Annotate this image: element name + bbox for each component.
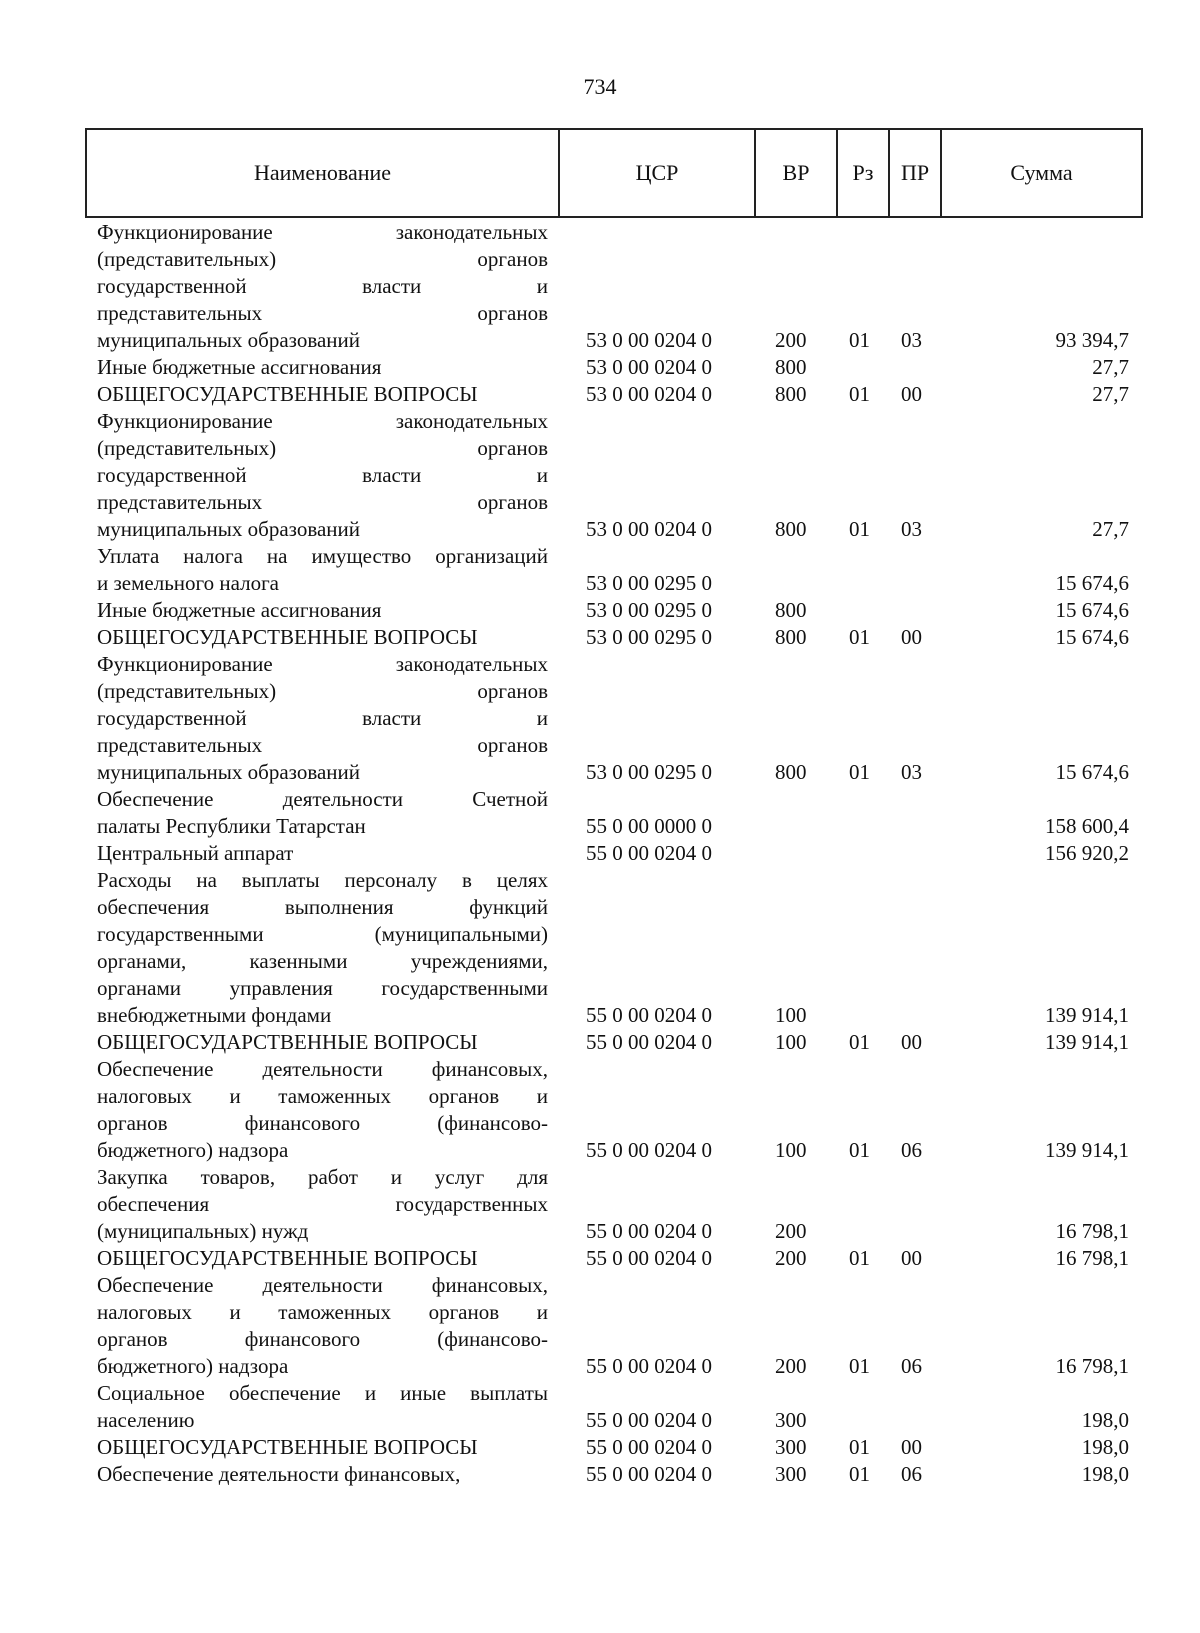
row-vr: 300 (775, 1462, 807, 1486)
row-vr: 800 (775, 598, 807, 622)
row-sum: 15 674,6 (1055, 571, 1129, 595)
row-sum: 198,0 (1081, 1462, 1129, 1486)
row-vr (775, 840, 825, 867)
row-csr: 55 0 00 0204 0 (586, 1354, 712, 1378)
row-name-line: ОБЩЕГОСУДАРСТВЕННЫЕ ВОПРОСЫ (97, 382, 478, 406)
row-name (97, 543, 548, 597)
row-vr: 300 (775, 1408, 807, 1432)
row-name (97, 1380, 548, 1434)
row-name (97, 1029, 548, 1056)
row-csr: 53 0 00 0295 0 (586, 760, 712, 784)
row-rz: 01 (849, 1435, 870, 1459)
row-pr: 00 (901, 625, 922, 649)
row-vr: 300 (775, 1435, 807, 1459)
row-rz: 01 (849, 382, 870, 406)
row-name-line: ОБЩЕГОСУДАРСТВЕННЫЕ ВОПРОСЫ (97, 1246, 478, 1270)
row-csr: 53 0 00 0295 0 (586, 571, 712, 595)
row-csr: 55 0 00 0000 0 (586, 814, 712, 838)
row-csr: 53 0 00 0295 0 (586, 598, 712, 622)
row-name-line: Уплата налога на имущество организаций (97, 544, 548, 568)
table-row (0, 1461, 1200, 1488)
row-name-line: бюджетного) надзора (97, 1138, 289, 1162)
row-name-line: органов финансового (финансово- (97, 1111, 548, 1135)
row-name-line: муниципальных образований (97, 328, 360, 352)
row-sum: 158 600,4 (1045, 814, 1129, 838)
row-sum: 15 674,6 (1055, 598, 1129, 622)
table-header (85, 128, 1143, 218)
row-name-line: органов финансового (финансово- (97, 1327, 548, 1351)
table-row (0, 840, 1200, 867)
row-name-line: Социальное обеспечение и иные выплаты (97, 1381, 548, 1405)
row-name (97, 867, 548, 1029)
row-name (97, 786, 548, 840)
row-pr: 00 (901, 382, 922, 406)
header-csr: ЦСР (560, 130, 756, 216)
row-name (97, 840, 548, 867)
row-name (97, 408, 548, 543)
header-pr: ПР (890, 130, 942, 216)
row-name-line: муниципальных образований (97, 760, 360, 784)
row-sum: 139 914,1 (1045, 1030, 1129, 1054)
row-name-line: обеспечения государственных (97, 1192, 548, 1216)
row-vr: 200 (775, 328, 807, 352)
row-pr: 06 (901, 1138, 922, 1162)
row-name-line: государственной власти и (97, 463, 548, 487)
row-csr: 55 0 00 0204 0 (586, 1030, 712, 1054)
row-name-line: представительных органов (97, 490, 548, 514)
row-csr: 53 0 00 0204 0 (586, 517, 712, 541)
row-name (97, 651, 548, 786)
row-name-line: Иные бюджетные ассигнования (97, 355, 382, 379)
row-name-line: (представительных) органов (97, 679, 548, 703)
row-sum: 139 914,1 (1045, 1003, 1129, 1027)
row-name-line: муниципальных образований (97, 517, 360, 541)
table-row (0, 1164, 1200, 1245)
row-pr: 00 (901, 1435, 922, 1459)
row-sum: 27,7 (1092, 355, 1129, 379)
row-rz: 01 (849, 1462, 870, 1486)
row-name-line: представительных органов (97, 733, 548, 757)
row-name-line: (представительных) органов (97, 247, 548, 271)
row-sum: 198,0 (1081, 1408, 1129, 1432)
row-name-line: (муниципальных) нужд (97, 1219, 309, 1243)
table-row (0, 624, 1200, 651)
row-name-line: государственной власти и (97, 706, 548, 730)
row-vr: 100 (775, 1138, 807, 1162)
row-rz: 01 (849, 1138, 870, 1162)
row-name (97, 1164, 548, 1245)
row-name-line: ОБЩЕГОСУДАРСТВЕННЫЕ ВОПРОСЫ (97, 1435, 478, 1459)
row-name (97, 1461, 548, 1488)
row-name (97, 1434, 548, 1461)
row-name-line: Обеспечение деятельности финансовых, (97, 1462, 461, 1486)
row-name-line: налоговых и таможенных органов и (97, 1084, 548, 1108)
table-row (0, 381, 1200, 408)
table-row (0, 867, 1200, 1029)
header-name: Наименование (87, 130, 560, 216)
row-csr: 53 0 00 0295 0 (586, 625, 712, 649)
row-rz: 01 (849, 328, 870, 352)
row-sum: 27,7 (1092, 517, 1129, 541)
row-name-line: Расходы на выплаты персоналу в целях (97, 868, 548, 892)
table-row (0, 543, 1200, 597)
row-sum: 93 394,7 (1055, 328, 1129, 352)
row-name (97, 219, 548, 354)
table-row (0, 1056, 1200, 1164)
header-sum: Сумма (1010, 160, 1073, 185)
table-row (0, 354, 1200, 381)
row-name-line: органами, казенными учреждениями, (97, 949, 548, 973)
page-number: 734 (583, 74, 617, 99)
row-vr: 800 (775, 517, 807, 541)
row-vr (775, 813, 825, 840)
row-csr: 53 0 00 0204 0 (586, 382, 712, 406)
row-name-line: Закупка товаров, работ и услуг для (97, 1165, 548, 1189)
table-row (0, 597, 1200, 624)
row-pr: 00 (901, 1030, 922, 1054)
row-name-line: и земельного налога (97, 571, 280, 595)
row-name-line: налоговых и таможенных органов и (97, 1300, 548, 1324)
row-vr: 200 (775, 1246, 807, 1270)
table-body (0, 219, 1200, 1488)
row-pr: 06 (901, 1354, 922, 1378)
row-name (97, 381, 548, 408)
row-vr: 800 (775, 625, 807, 649)
row-pr: 03 (901, 760, 922, 784)
row-sum: 16 798,1 (1055, 1219, 1129, 1243)
table-row (0, 408, 1200, 543)
table-row (0, 1380, 1200, 1434)
row-name-line: Функционирование законодательных (97, 409, 548, 433)
row-sum: 16 798,1 (1055, 1246, 1129, 1270)
row-vr (775, 570, 825, 597)
row-name-line: населению (97, 1408, 195, 1432)
row-csr: 55 0 00 0204 0 (586, 841, 712, 865)
row-vr: 800 (775, 355, 807, 379)
row-name-line: государственными (муниципальными) (97, 922, 548, 946)
row-name-line: Обеспечение деятельности Счетной (97, 787, 548, 811)
row-name-line: Функционирование законодательных (97, 652, 548, 676)
row-vr: 100 (775, 1030, 807, 1054)
row-csr: 55 0 00 0204 0 (586, 1408, 712, 1432)
row-vr: 200 (775, 1354, 807, 1378)
row-csr: 53 0 00 0204 0 (586, 355, 712, 379)
row-pr: 06 (901, 1462, 922, 1486)
table-row (0, 1029, 1200, 1056)
row-pr: 00 (901, 1246, 922, 1270)
row-vr: 800 (775, 382, 807, 406)
row-name-line: Обеспечение деятельности финансовых, (97, 1273, 548, 1297)
row-rz: 01 (849, 517, 870, 541)
row-csr: 53 0 00 0204 0 (586, 328, 712, 352)
row-sum: 139 914,1 (1045, 1138, 1129, 1162)
row-csr: 55 0 00 0204 0 (586, 1246, 712, 1270)
row-rz: 01 (849, 625, 870, 649)
row-csr: 55 0 00 0204 0 (586, 1138, 712, 1162)
row-name (97, 1056, 548, 1164)
row-name-line: (представительных) органов (97, 436, 548, 460)
row-name-line: ОБЩЕГОСУДАРСТВЕННЫЕ ВОПРОСЫ (97, 625, 478, 649)
row-sum: 16 798,1 (1055, 1354, 1129, 1378)
header-rz: Рз (838, 130, 890, 216)
table-row (0, 1245, 1200, 1272)
row-name-line: палаты Республики Татарстан (97, 814, 366, 838)
row-name-line: органами управления государственными (97, 976, 548, 1000)
row-name-line: Центральный аппарат (97, 841, 294, 865)
row-rz: 01 (849, 1246, 870, 1270)
row-name-line: Функционирование законодательных (97, 220, 548, 244)
row-rz: 01 (849, 1030, 870, 1054)
row-vr: 800 (775, 760, 807, 784)
row-name (97, 597, 548, 624)
row-name-line: Обеспечение деятельности финансовых, (97, 1057, 548, 1081)
row-sum: 198,0 (1081, 1435, 1129, 1459)
table-row (0, 651, 1200, 786)
table-row (0, 1272, 1200, 1380)
row-rz: 01 (849, 1354, 870, 1378)
row-name (97, 1272, 548, 1380)
row-name-line: Иные бюджетные ассигнования (97, 598, 382, 622)
row-name-line: внебюджетными фондами (97, 1003, 332, 1027)
row-name (97, 624, 548, 651)
row-name (97, 354, 548, 381)
table-row (0, 786, 1200, 840)
row-sum: 156 920,2 (1045, 841, 1129, 865)
row-name-line: государственной власти и (97, 274, 548, 298)
row-name-line: бюджетного) надзора (97, 1354, 289, 1378)
row-name-line: ОБЩЕГОСУДАРСТВЕННЫЕ ВОПРОСЫ (97, 1030, 478, 1054)
row-name-line: представительных органов (97, 301, 548, 325)
row-sum: 27,7 (1092, 382, 1129, 406)
row-name (97, 1245, 548, 1272)
row-name-line: обеспечения выполнения функций (97, 895, 548, 919)
header-vr: ВР (756, 130, 838, 216)
row-csr: 55 0 00 0204 0 (586, 1219, 712, 1243)
table-row (0, 1434, 1200, 1461)
row-csr: 55 0 00 0204 0 (586, 1003, 712, 1027)
row-vr: 100 (775, 1003, 807, 1027)
table-row (0, 219, 1200, 354)
row-sum: 15 674,6 (1055, 760, 1129, 784)
row-pr: 03 (901, 517, 922, 541)
row-csr: 55 0 00 0204 0 (586, 1435, 712, 1459)
row-sum: 15 674,6 (1055, 625, 1129, 649)
row-rz: 01 (849, 760, 870, 784)
row-csr: 55 0 00 0204 0 (586, 1462, 712, 1486)
row-pr: 03 (901, 328, 922, 352)
row-vr: 200 (775, 1219, 807, 1243)
